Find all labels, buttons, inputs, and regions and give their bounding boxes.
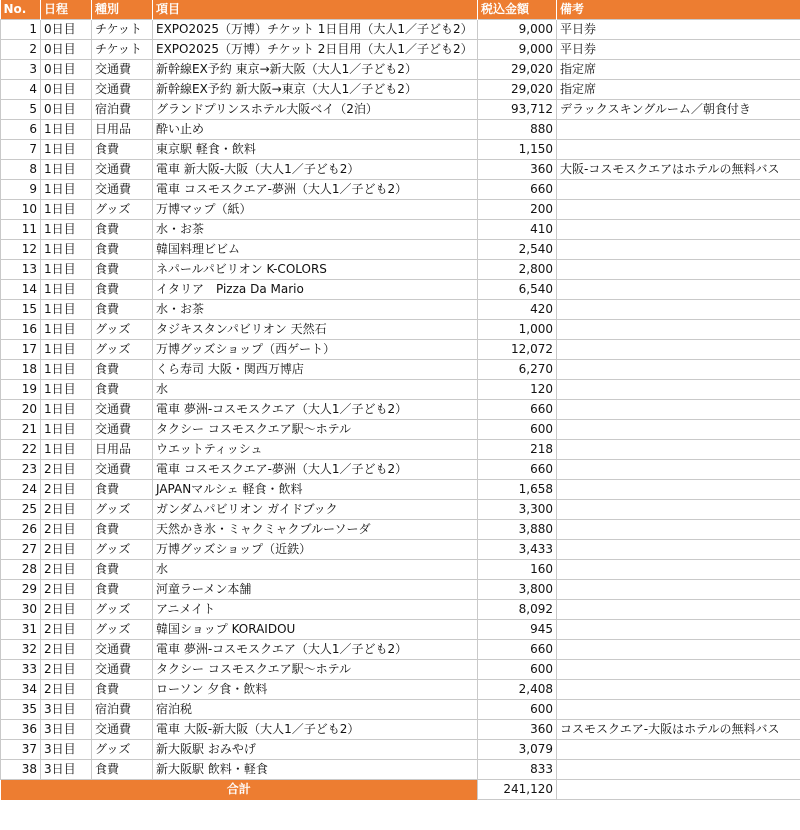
cell-note[interactable]: 指定席	[557, 60, 800, 80]
table-row	[1, 460, 800, 480]
cell-type[interactable]: 交通費	[92, 660, 153, 680]
cell-amount[interactable]: 660	[478, 400, 557, 420]
cell-day[interactable]: 1日目	[41, 120, 92, 140]
cell-item[interactable]: 新幹線EX予約 東京→新大阪（大人1／子ども2）	[153, 60, 478, 80]
cell-type[interactable]: 交通費	[92, 160, 153, 180]
cell-no[interactable]: 37	[1, 740, 41, 760]
cell-item[interactable]: 天然かき氷・ミャクミャクブルーソーダ	[153, 520, 478, 540]
table-row	[1, 240, 800, 260]
header-type[interactable]: 種別	[92, 0, 153, 20]
table-row	[1, 500, 800, 520]
cell-type[interactable]: 食費	[92, 580, 153, 600]
table-row	[1, 280, 800, 300]
cell-note[interactable]	[557, 500, 800, 520]
cell-note[interactable]	[557, 480, 800, 500]
cell-amount[interactable]: 1,000	[478, 320, 557, 340]
cell-amount[interactable]: 9,000	[478, 40, 557, 60]
table-row	[1, 440, 800, 460]
header-amount[interactable]: 税込金額	[478, 0, 557, 20]
cell-note[interactable]: 平日券	[557, 20, 800, 40]
table-row	[1, 760, 800, 780]
cell-type[interactable]: 交通費	[92, 60, 153, 80]
cell-amount[interactable]: 6,270	[478, 360, 557, 380]
cell-type[interactable]: グッズ	[92, 740, 153, 760]
cell-no[interactable]: 6	[1, 120, 41, 140]
cell-amount[interactable]: 160	[478, 560, 557, 580]
cell-day[interactable]: 1日目	[41, 260, 92, 280]
cell-day[interactable]: 1日目	[41, 180, 92, 200]
cell-item[interactable]: タクシー コスモスクエア駅～ホテル	[153, 420, 478, 440]
cell-item[interactable]: アニメイト	[153, 600, 478, 620]
cell-amount[interactable]: 12,072	[478, 340, 557, 360]
cell-type[interactable]: 食費	[92, 760, 153, 780]
cell-day[interactable]: 1日目	[41, 220, 92, 240]
table-row	[1, 380, 800, 400]
cell-type[interactable]: グッズ	[92, 320, 153, 340]
cell-no[interactable]: 26	[1, 520, 41, 540]
cell-no[interactable]: 34	[1, 680, 41, 700]
table-row	[1, 20, 800, 40]
cell-day[interactable]: 3日目	[41, 760, 92, 780]
cell-day[interactable]: 2日目	[41, 680, 92, 700]
cell-type[interactable]: グッズ	[92, 340, 153, 360]
cell-no[interactable]: 31	[1, 620, 41, 640]
cell-amount[interactable]: 1,658	[478, 480, 557, 500]
cell-item[interactable]: 水	[153, 380, 478, 400]
cell-no[interactable]: 36	[1, 720, 41, 740]
table-row	[1, 140, 800, 160]
cell-item[interactable]: 電車 新大阪-大阪（大人1／子ども2）	[153, 160, 478, 180]
cell-type[interactable]: 交通費	[92, 420, 153, 440]
cell-item[interactable]: EXPO2025（万博）チケット 2日目用（大人1／子ども2）	[153, 40, 478, 60]
cell-no[interactable]: 4	[1, 80, 41, 100]
cell-no[interactable]: 13	[1, 260, 41, 280]
cell-type[interactable]: グッズ	[92, 620, 153, 640]
cell-no[interactable]: 10	[1, 200, 41, 220]
table-row	[1, 600, 800, 620]
cell-no[interactable]: 29	[1, 580, 41, 600]
cell-day[interactable]: 1日目	[41, 380, 92, 400]
cell-amount[interactable]: 8,092	[478, 600, 557, 620]
cell-amount[interactable]: 2,408	[478, 680, 557, 700]
cell-amount[interactable]: 29,020	[478, 60, 557, 80]
table-row	[1, 120, 800, 140]
cell-note[interactable]	[557, 180, 800, 200]
cell-note[interactable]	[557, 380, 800, 400]
cell-type[interactable]: チケット	[92, 20, 153, 40]
cell-day[interactable]: 1日目	[41, 340, 92, 360]
cell-note[interactable]	[557, 200, 800, 220]
cell-no[interactable]: 19	[1, 380, 41, 400]
cell-no[interactable]: 30	[1, 600, 41, 620]
header-day[interactable]: 日程	[41, 0, 92, 20]
cell-no[interactable]: 3	[1, 60, 41, 80]
cell-item[interactable]: 新幹線EX予約 新大阪→東京（大人1／子ども2）	[153, 80, 478, 100]
cell-amount[interactable]: 9,000	[478, 20, 557, 40]
cell-no[interactable]: 27	[1, 540, 41, 560]
cell-amount[interactable]: 833	[478, 760, 557, 780]
cell-amount[interactable]: 29,020	[478, 80, 557, 100]
cell-no[interactable]: 7	[1, 140, 41, 160]
table-row	[1, 340, 800, 360]
cell-type[interactable]: 食費	[92, 480, 153, 500]
table-row	[1, 80, 800, 100]
cell-no[interactable]: 15	[1, 300, 41, 320]
total-value[interactable]: 241,120	[478, 780, 557, 800]
cell-no[interactable]: 8	[1, 160, 41, 180]
cell-day[interactable]: 1日目	[41, 200, 92, 220]
cell-note[interactable]	[557, 400, 800, 420]
cell-type[interactable]: 食費	[92, 360, 153, 380]
cell-type[interactable]: グッズ	[92, 200, 153, 220]
cell-note[interactable]	[557, 640, 800, 660]
cell-item[interactable]: グランドプリンスホテル大阪ベイ（2泊）	[153, 100, 478, 120]
cell-amount[interactable]: 6,540	[478, 280, 557, 300]
cell-day[interactable]: 2日目	[41, 500, 92, 520]
cell-item[interactable]: 韓国ショップ KORAIDOU	[153, 620, 478, 640]
cell-item[interactable]: ガンダムパビリオン ガイドブック	[153, 500, 478, 520]
cell-day[interactable]: 1日目	[41, 240, 92, 260]
cell-day[interactable]: 1日目	[41, 420, 92, 440]
cell-type[interactable]: チケット	[92, 40, 153, 60]
cell-note[interactable]	[557, 220, 800, 240]
cell-note[interactable]	[557, 680, 800, 700]
cell-type[interactable]: 交通費	[92, 720, 153, 740]
cell-no[interactable]: 18	[1, 360, 41, 380]
cell-item[interactable]: 電車 大阪-新大阪（大人1／子ども2）	[153, 720, 478, 740]
table-row	[1, 60, 800, 80]
cell-day[interactable]: 0日目	[41, 40, 92, 60]
cell-amount[interactable]: 93,712	[478, 100, 557, 120]
cell-amount[interactable]: 600	[478, 660, 557, 680]
cell-day[interactable]: 1日目	[41, 360, 92, 380]
cell-note[interactable]: 大阪-コスモスクエアはホテルの無料バス	[557, 160, 800, 180]
table-row	[1, 700, 800, 720]
table-row	[1, 420, 800, 440]
cell-note[interactable]	[557, 560, 800, 580]
cell-note[interactable]	[557, 260, 800, 280]
cell-day[interactable]: 2日目	[41, 660, 92, 680]
cell-day[interactable]: 0日目	[41, 80, 92, 100]
cell-note[interactable]	[557, 660, 800, 680]
cell-amount[interactable]: 660	[478, 640, 557, 660]
cell-note[interactable]: コスモスクエア-大阪はホテルの無料バス	[557, 720, 800, 740]
cell-item[interactable]: 宿泊税	[153, 700, 478, 720]
cell-type[interactable]: 食費	[92, 520, 153, 540]
header-note[interactable]: 備考	[557, 0, 800, 20]
cell-note[interactable]	[557, 600, 800, 620]
cell-type[interactable]: 日用品	[92, 440, 153, 460]
cell-no[interactable]: 21	[1, 420, 41, 440]
cell-amount[interactable]: 2,800	[478, 260, 557, 280]
cell-type[interactable]: 日用品	[92, 120, 153, 140]
table-row	[1, 540, 800, 560]
total-note-cell[interactable]	[557, 780, 800, 800]
cell-item[interactable]: 新大阪駅 おみやげ	[153, 740, 478, 760]
cell-item[interactable]: 電車 コスモスクエア-夢洲（大人1／子ども2）	[153, 180, 478, 200]
cell-no[interactable]: 9	[1, 180, 41, 200]
table-row	[1, 200, 800, 220]
table-row	[1, 520, 800, 540]
cell-no[interactable]: 14	[1, 280, 41, 300]
cell-day[interactable]: 2日目	[41, 560, 92, 580]
cell-note[interactable]	[557, 340, 800, 360]
cell-type[interactable]: 交通費	[92, 460, 153, 480]
cell-type[interactable]: 交通費	[92, 400, 153, 420]
cell-type[interactable]: グッズ	[92, 600, 153, 620]
cell-item[interactable]: 電車 夢洲-コスモスクエア（大人1／子ども2）	[153, 640, 478, 660]
cell-item[interactable]: 酔い止め	[153, 120, 478, 140]
cell-note[interactable]	[557, 760, 800, 780]
cell-item[interactable]: 水・お茶	[153, 300, 478, 320]
cell-type[interactable]: グッズ	[92, 540, 153, 560]
cell-type[interactable]: 交通費	[92, 80, 153, 100]
cell-item[interactable]: 電車 夢洲-コスモスクエア（大人1／子ども2）	[153, 400, 478, 420]
cell-note[interactable]	[557, 120, 800, 140]
cell-no[interactable]: 24	[1, 480, 41, 500]
cell-type[interactable]: 食費	[92, 240, 153, 260]
cell-type[interactable]: 食費	[92, 260, 153, 280]
cell-item[interactable]: ローソン 夕食・飲料	[153, 680, 478, 700]
cell-type[interactable]: 食費	[92, 560, 153, 580]
cell-day[interactable]: 2日目	[41, 580, 92, 600]
cell-note[interactable]	[557, 240, 800, 260]
cell-item[interactable]: くら寿司 大阪・関西万博店	[153, 360, 478, 380]
cell-item[interactable]: 水・お茶	[153, 220, 478, 240]
table-row	[1, 180, 800, 200]
cell-day[interactable]: 0日目	[41, 60, 92, 80]
cell-day[interactable]: 1日目	[41, 440, 92, 460]
table-row	[1, 620, 800, 640]
cell-type[interactable]: 食費	[92, 220, 153, 240]
cell-day[interactable]: 3日目	[41, 720, 92, 740]
cell-amount[interactable]: 880	[478, 120, 557, 140]
table-row	[1, 360, 800, 380]
cell-note[interactable]	[557, 540, 800, 560]
cell-item[interactable]: JAPANマルシェ 軽食・飲料	[153, 480, 478, 500]
header-row	[1, 0, 800, 20]
cell-note[interactable]	[557, 360, 800, 380]
cell-amount[interactable]: 3,300	[478, 500, 557, 520]
cell-item[interactable]: 新大阪駅 飲料・軽食	[153, 760, 478, 780]
cell-amount[interactable]: 945	[478, 620, 557, 640]
table-row	[1, 640, 800, 660]
header-no[interactable]: No.	[1, 0, 41, 20]
cell-day[interactable]: 0日目	[41, 100, 92, 120]
cell-day[interactable]: 2日目	[41, 520, 92, 540]
table-row	[1, 720, 800, 740]
total-label[interactable]: 合計	[1, 780, 478, 800]
cell-note[interactable]	[557, 460, 800, 480]
cell-day[interactable]: 1日目	[41, 140, 92, 160]
table-body	[1, 20, 800, 780]
cell-amount[interactable]: 360	[478, 160, 557, 180]
header-item[interactable]: 項目	[153, 0, 478, 20]
cell-no[interactable]: 23	[1, 460, 41, 480]
cell-note[interactable]	[557, 320, 800, 340]
cell-type[interactable]: 食費	[92, 140, 153, 160]
cell-note[interactable]: デラックスキングルーム／朝食付き	[557, 100, 800, 120]
cell-item[interactable]: 電車 コスモスクエア-夢洲（大人1／子ども2）	[153, 460, 478, 480]
cell-no[interactable]: 5	[1, 100, 41, 120]
cell-note[interactable]	[557, 140, 800, 160]
cell-day[interactable]: 1日目	[41, 300, 92, 320]
cell-item[interactable]: 水	[153, 560, 478, 580]
cell-item[interactable]: ネパールパビリオン K-COLORS	[153, 260, 478, 280]
cell-day[interactable]: 2日目	[41, 540, 92, 560]
cell-day[interactable]: 2日目	[41, 640, 92, 660]
cell-note[interactable]	[557, 520, 800, 540]
cell-no[interactable]: 25	[1, 500, 41, 520]
cell-day[interactable]: 1日目	[41, 400, 92, 420]
cell-no[interactable]: 22	[1, 440, 41, 460]
cell-day[interactable]: 2日目	[41, 480, 92, 500]
cell-note[interactable]	[557, 580, 800, 600]
cell-item[interactable]: タジキスタンパビリオン 天然石	[153, 320, 478, 340]
cell-note[interactable]: 平日券	[557, 40, 800, 60]
cell-no[interactable]: 35	[1, 700, 41, 720]
cell-amount[interactable]: 660	[478, 460, 557, 480]
table-row	[1, 260, 800, 280]
cell-note[interactable]	[557, 280, 800, 300]
cell-amount[interactable]: 420	[478, 300, 557, 320]
cell-day[interactable]: 1日目	[41, 320, 92, 340]
table-row	[1, 480, 800, 500]
cell-type[interactable]: 食費	[92, 380, 153, 400]
cell-amount[interactable]: 3,433	[478, 540, 557, 560]
cell-amount[interactable]: 600	[478, 700, 557, 720]
cell-amount[interactable]: 410	[478, 220, 557, 240]
cell-item[interactable]: EXPO2025（万博）チケット 1日目用（大人1／子ども2）	[153, 20, 478, 40]
cell-no[interactable]: 17	[1, 340, 41, 360]
cell-note[interactable]	[557, 420, 800, 440]
cell-amount[interactable]: 3,079	[478, 740, 557, 760]
cell-note[interactable]	[557, 300, 800, 320]
cell-type[interactable]: グッズ	[92, 500, 153, 520]
table-row	[1, 580, 800, 600]
cell-type[interactable]: 交通費	[92, 640, 153, 660]
cell-day[interactable]: 1日目	[41, 160, 92, 180]
cell-type[interactable]: 宿泊費	[92, 100, 153, 120]
cell-no[interactable]: 28	[1, 560, 41, 580]
cell-item[interactable]: ウエットティッシュ	[153, 440, 478, 460]
cell-amount[interactable]: 600	[478, 420, 557, 440]
table-row	[1, 740, 800, 760]
cell-amount[interactable]: 660	[478, 180, 557, 200]
cell-day[interactable]: 2日目	[41, 460, 92, 480]
cell-no[interactable]: 2	[1, 40, 41, 60]
cell-type[interactable]: 食費	[92, 280, 153, 300]
cell-amount[interactable]: 218	[478, 440, 557, 460]
cell-no[interactable]: 11	[1, 220, 41, 240]
table-row	[1, 400, 800, 420]
cell-amount[interactable]: 3,800	[478, 580, 557, 600]
cell-amount[interactable]: 3,880	[478, 520, 557, 540]
total-row	[1, 780, 800, 800]
cell-note[interactable]	[557, 700, 800, 720]
cell-note[interactable]	[557, 440, 800, 460]
cell-amount[interactable]: 360	[478, 720, 557, 740]
cell-day[interactable]: 2日目	[41, 620, 92, 640]
cell-amount[interactable]: 200	[478, 200, 557, 220]
table-row	[1, 680, 800, 700]
cell-item[interactable]: タクシー コスモスクエア駅～ホテル	[153, 660, 478, 680]
cell-item[interactable]: 韓国料理ビビム	[153, 240, 478, 260]
cell-no[interactable]: 32	[1, 640, 41, 660]
cell-no[interactable]: 12	[1, 240, 41, 260]
table-row	[1, 100, 800, 120]
cell-note[interactable]	[557, 620, 800, 640]
cell-day[interactable]: 2日目	[41, 600, 92, 620]
table-row	[1, 560, 800, 580]
cell-no[interactable]: 1	[1, 20, 41, 40]
cell-type[interactable]: 食費	[92, 680, 153, 700]
cell-item[interactable]: 万博グッズショップ（西ゲート）	[153, 340, 478, 360]
cell-day[interactable]: 3日目	[41, 740, 92, 760]
cell-no[interactable]: 20	[1, 400, 41, 420]
table-row	[1, 220, 800, 240]
cell-no[interactable]: 38	[1, 760, 41, 780]
cell-note[interactable]: 指定席	[557, 80, 800, 100]
cell-item[interactable]: 河童ラーメン本舗	[153, 580, 478, 600]
cell-amount[interactable]: 120	[478, 380, 557, 400]
table-row	[1, 160, 800, 180]
cell-day[interactable]: 0日目	[41, 20, 92, 40]
cell-no[interactable]: 16	[1, 320, 41, 340]
cell-item[interactable]: 万博マップ（紙）	[153, 200, 478, 220]
cell-type[interactable]: 食費	[92, 300, 153, 320]
cell-type[interactable]: 交通費	[92, 180, 153, 200]
table-row	[1, 320, 800, 340]
cell-amount[interactable]: 1,150	[478, 140, 557, 160]
table-row	[1, 660, 800, 680]
cell-item[interactable]: 万博グッズショップ（近鉄）	[153, 540, 478, 560]
table-row	[1, 40, 800, 60]
cell-note[interactable]	[557, 740, 800, 760]
cell-item[interactable]: イタリア Pizza Da Mario	[153, 280, 478, 300]
cell-item[interactable]: 東京駅 軽食・飲料	[153, 140, 478, 160]
cell-day[interactable]: 3日目	[41, 700, 92, 720]
cell-amount[interactable]: 2,540	[478, 240, 557, 260]
cell-no[interactable]: 33	[1, 660, 41, 680]
cell-type[interactable]: 宿泊費	[92, 700, 153, 720]
table-row	[1, 300, 800, 320]
cell-day[interactable]: 1日目	[41, 280, 92, 300]
